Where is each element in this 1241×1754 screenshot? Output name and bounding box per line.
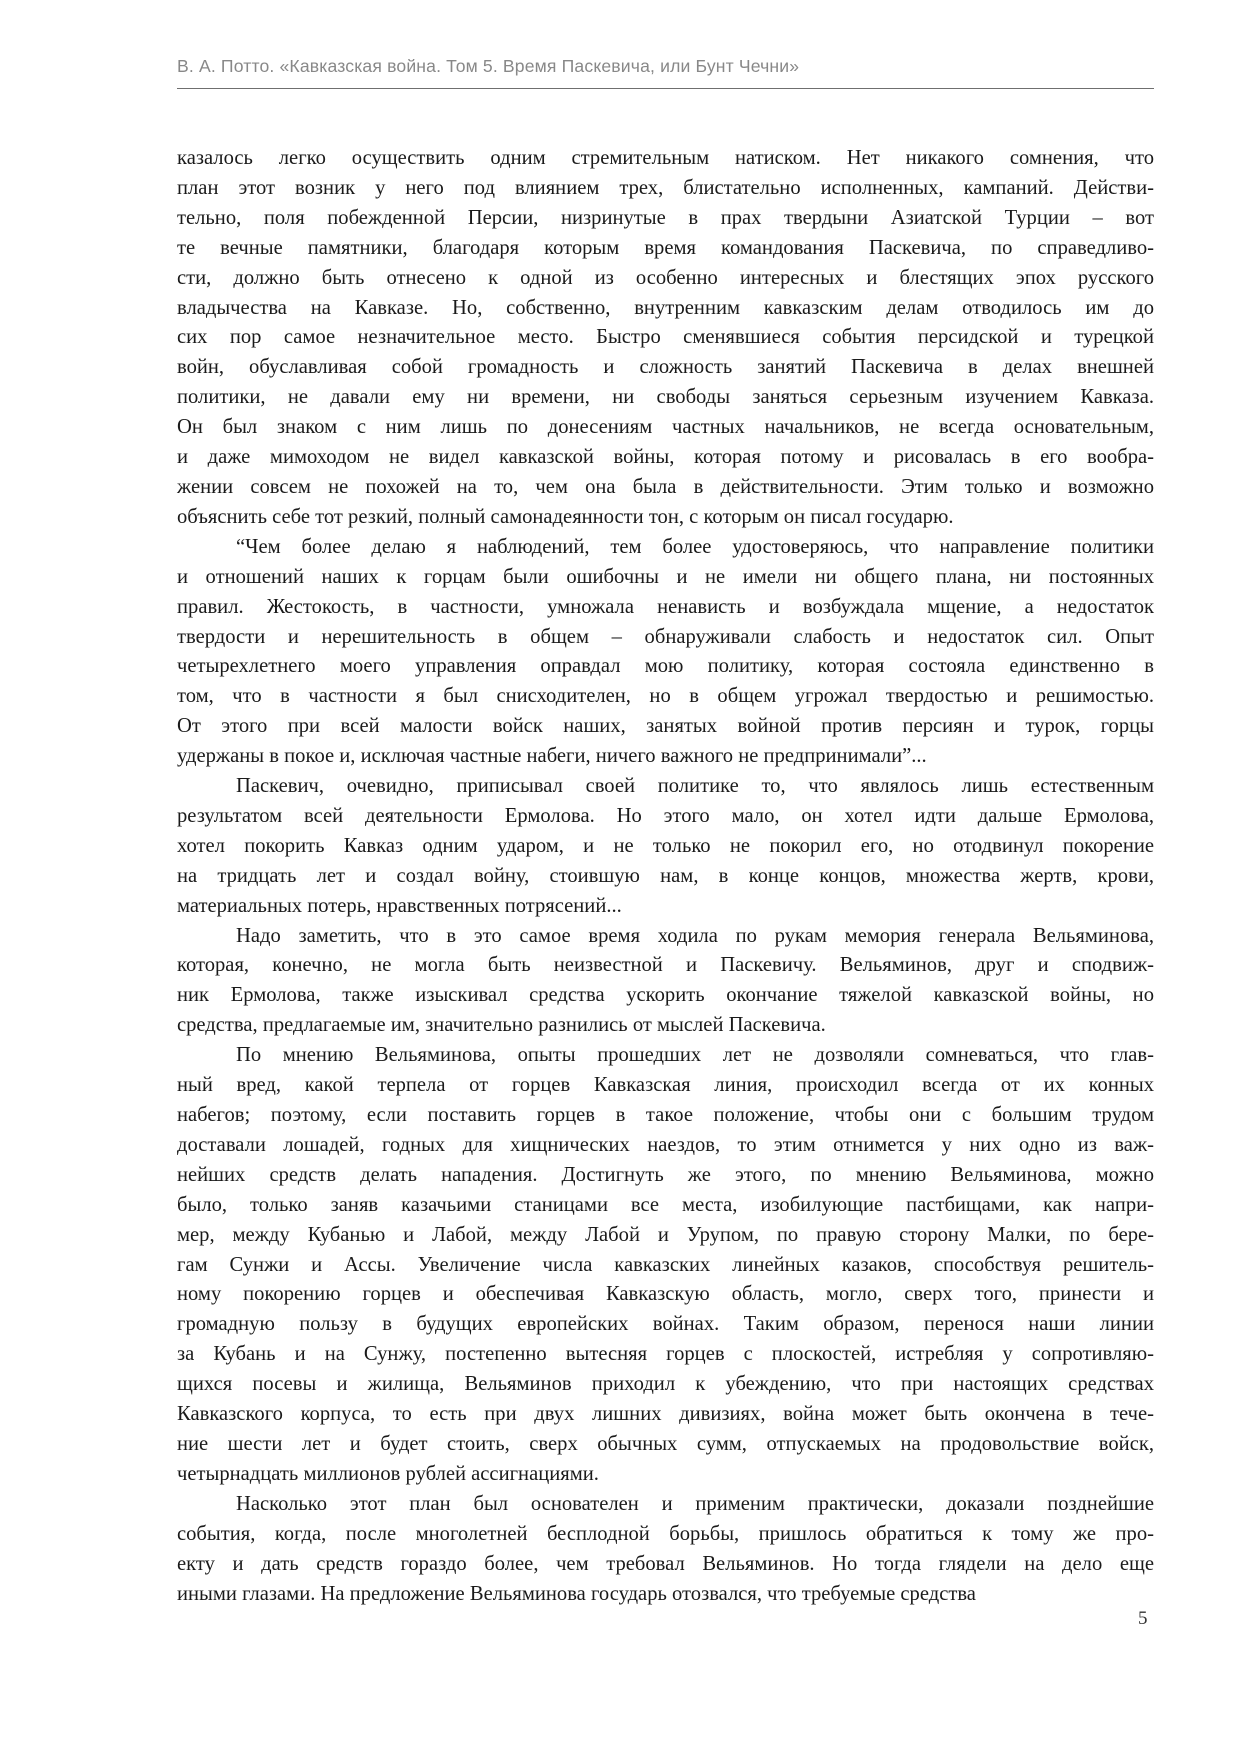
text-line: и отношений наших к горцам были ошибочны и не имели ни общего плана, ни постоянных (177, 565, 1154, 588)
text-line: средства, предлагаемые им, значительно разнились от мыслей Паскевича. (177, 1014, 826, 1037)
text-line: От этого при всей малости войск наших, занятых войной против персиян и турок, горцы (177, 715, 1154, 738)
text-line: тельно, поля побежденной Персии, низринутые в прах твердыни Азиатской Турции – вот (177, 206, 1154, 229)
text-line: том, что в частности я был снисходителен, но в общем угрожал твердостью и решимостью. (177, 685, 1154, 708)
header-divider (177, 88, 1154, 89)
text-line: гам Сунжи и Ассы. Увеличение числа кавказских линейных казаков, способствуя решитель- (177, 1253, 1154, 1276)
text-line: на тридцать лет и создал войну, стоившую нам, в конце концов, множества жертв, крови, (177, 864, 1154, 887)
text-line: события, когда, после многолетней бесплодной борьбы, пришлось обратиться к тому же про- (177, 1522, 1154, 1545)
text-line: жении совсем не похожей на то, чем она была в действительности. Этим только и возможно (177, 475, 1154, 498)
text-line: По мнению Вельяминова, опыты прошедших лет не дозволяли сомневаться, что глав- (236, 1044, 1154, 1067)
text-line: четырнадцать миллионов рублей ассигнациями. (177, 1462, 599, 1485)
text-line: громадную пользу в будущих европейских войнах. Таким образом, перенося наши линии (177, 1313, 1154, 1336)
text-line: Кавказского корпуса, то есть при двух лишних дивизиях, война может быть окончена в тече- (177, 1403, 1154, 1426)
text-line: результатом всей деятельности Ермолова. Но этого мало, он хотел идти дальше Ермолова, (177, 804, 1154, 827)
page-number: 5 (1138, 1608, 1148, 1629)
text-line: материальных потерь, нравственных потрясений... (177, 894, 622, 917)
text-line: нейших средств делать нападения. Достигнуть же этого, по мнению Вельяминова, можно (177, 1163, 1154, 1186)
text-line: за Кубань и на Сунжу, постепенно вытесняя горцев с плоскостей, истребляя у сопротивляю- (177, 1343, 1154, 1366)
text-line: четырехлетнего моего управления оправдал мою политику, которая состояла единственно в (177, 655, 1154, 678)
text-line: иными глазами. На предложение Вельяминова государь отозвался, что требуемые средства (177, 1582, 976, 1605)
paragraph (177, 922, 1154, 1042)
text-line: набегов; поэтому, если поставить горцев в такое положение, чтобы они с большим трудом (177, 1104, 1154, 1126)
text-line: ному покорению горцев и обеспечивая Кавказскую область, могло, сверх того, принести и (177, 1283, 1154, 1306)
text-line: щихся посевы и жилища, Вельяминов приходил к убеждению, что при настоящих средствах (177, 1373, 1154, 1396)
paragraph (177, 1490, 1154, 1610)
text-line: войн, обуславливая собой громадность и сложность занятий Паскевича в делах внешней (177, 356, 1154, 379)
text-line: доставали лошадей, годных для хищнических наездов, то этим отнимется у них одно из важ- (177, 1133, 1154, 1156)
running-header: В. А. Потто. «Кавказская война. Том 5. Время Паскевича, или Бунт Чечни» (177, 56, 800, 76)
paragraph (177, 144, 1154, 533)
text-line: екту и дать средств гораздо более, чем требовал Вельяминов. Но тогда глядели на дело еще (177, 1552, 1154, 1575)
paragraph (177, 533, 1154, 772)
text-line: и даже мимоходом не видел кавказской войны, которая потому и рисовалась в его вообра- (177, 446, 1154, 469)
text-line: сих пор самое незначительное место. Быстро сменявшиеся события персидской и турецкой (177, 326, 1154, 349)
text-line: Паскевич, очевидно, приписывал своей политике то, что являлось лишь естественным (236, 775, 1154, 798)
text-line: политики, не давали ему ни времени, ни свободы заняться серьезным изучением Кавказа. (177, 386, 1154, 409)
text-line: было, только заняв казачьими станицами все места, изобилующие пастбищами, как напри- (177, 1193, 1154, 1216)
text-line: ный вред, какой терпела от горцев Кавказская линия, происходил всегда от их конных (177, 1074, 1154, 1097)
text-line: объяснить себе тот резкий, полный самонадеянности тон, с которым он писал государю. (177, 505, 954, 528)
text-line: “Чем более делаю я наблюдений, тем более удостоверяюсь, что направление политики (236, 535, 1154, 558)
text-line: казалось легко осуществить одним стремительным натиском. Нет никакого сомнения, что (177, 147, 1154, 169)
text-line: хотел покорить Кавказ одним ударом, и не только не покорил его, но отодвинул покорение (177, 834, 1154, 857)
body-text (177, 144, 1154, 1609)
text-line: ние шести лет и будет стоить, сверх обычных сумм, отпускаемых на продовольствие войск, (177, 1432, 1154, 1455)
text-line: Надо заметить, что в это самое время ходила по рукам мемория генерала Вельяминова, (236, 924, 1154, 947)
text-line: ник Ермолова, также изыскивал средства ускорить окончание тяжелой кавказской войны, но (177, 984, 1154, 1007)
text-line: те вечные памятники, благодаря которым время командования Паскевича, по справедливо- (177, 236, 1154, 259)
paragraph (177, 772, 1154, 922)
text-line: твердости и нерешительность в общем – обнаруживали слабость и недостаток сил. Опыт (177, 625, 1154, 648)
text-line: которая, конечно, не могла быть неизвестной и Паскевичу. Вельяминов, друг и сподвиж- (177, 954, 1154, 977)
text-line: план этот возник у него под влиянием трех, блистательно исполненных, кампаний. Действи- (177, 176, 1154, 199)
text-line: удержаны в покое и, исключая частные набеги, ничего важного не предпринимали”... (177, 745, 927, 768)
paragraph (177, 1041, 1154, 1490)
text-line: Он был знаком с ним лишь по донесениям частных начальников, не всегда основательным, (177, 416, 1154, 439)
text-line: правил. Жестокость, в частности, умножала ненависть и возбуждала мщение, а недостаток (177, 595, 1154, 618)
text-line: Насколько этот план был основателен и применим практически, доказали позднейшие (236, 1492, 1154, 1515)
text-line: владычества на Кавказе. Но, собственно, внутренним кавказским делам отводилось им до (177, 296, 1154, 319)
text-line: сти, должно быть отнесено к одной из особенно интересных и блестящих эпох русского (177, 266, 1154, 289)
text-line: мер, между Кубанью и Лабой, между Лабой и Урупом, по правую сторону Малки, по бере- (177, 1223, 1154, 1246)
